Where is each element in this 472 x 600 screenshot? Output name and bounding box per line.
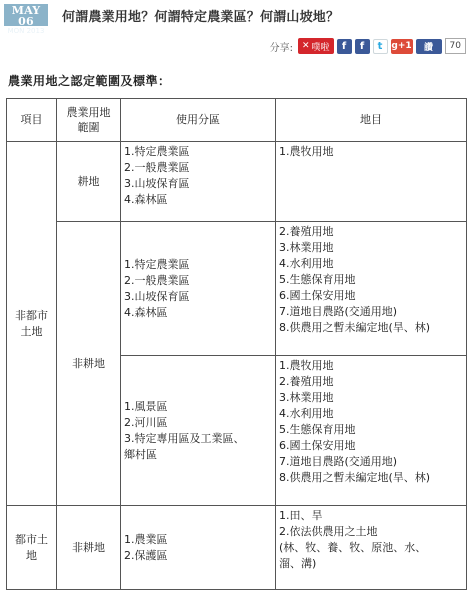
facebook-like-button[interactable] bbox=[416, 39, 442, 54]
header-land bbox=[276, 99, 467, 142]
list-item: 4.森林區 bbox=[124, 305, 168, 319]
list-item: 2.保護區 bbox=[124, 548, 168, 562]
land-cell bbox=[276, 356, 467, 506]
date-month-year: MON 2013 bbox=[7, 27, 45, 35]
criteria-table bbox=[6, 98, 467, 590]
list-item: 5.生態保育用地 bbox=[279, 273, 356, 286]
header-range-line-2: 範圍 bbox=[77, 121, 100, 134]
share-label: 分享: bbox=[269, 42, 293, 54]
list-item: (林、牧、養、牧、原池、水、 bbox=[279, 541, 427, 554]
list-item: 1.田、旱 bbox=[279, 509, 323, 522]
share-bar bbox=[270, 37, 466, 55]
list-item: 1.農牧用地 bbox=[279, 359, 334, 372]
table-row bbox=[7, 222, 467, 356]
date-badge bbox=[4, 4, 48, 35]
list-item: 3.林業用地 bbox=[279, 391, 334, 404]
list-item: 4.森林區 bbox=[124, 193, 168, 206]
table-row bbox=[7, 506, 467, 590]
group-non-urban-line-2: 土地 bbox=[20, 324, 43, 338]
list-item: 2.一般農業區 bbox=[124, 161, 190, 174]
header-range-line-1: 農業用地 bbox=[66, 106, 111, 119]
list-item: 1.農業區 bbox=[124, 532, 168, 546]
zones-cell bbox=[121, 142, 276, 222]
list-item: 2.河川區 bbox=[124, 415, 168, 429]
list-item: 2.養殖用地 bbox=[279, 225, 334, 238]
zones-cell bbox=[121, 222, 276, 356]
zones-cell bbox=[121, 506, 276, 590]
group-urban bbox=[7, 506, 57, 590]
list-item: 2.依法供農用之土地 bbox=[279, 525, 378, 538]
list-item: 3.山坡保育區 bbox=[124, 289, 190, 303]
list-item: 1.特定農業區 bbox=[124, 257, 190, 271]
range-cell: 非耕地 bbox=[57, 506, 121, 590]
header-zone bbox=[121, 99, 276, 142]
list-item: 3.特定專用區及工業區、 bbox=[124, 431, 245, 445]
header-range bbox=[57, 99, 121, 142]
group-urban-line-1: 都市土 bbox=[15, 532, 48, 546]
list-item: 5.生態保育用地 bbox=[279, 423, 356, 436]
like-label: 讚 bbox=[424, 42, 434, 53]
list-item: 溜、溝) bbox=[279, 557, 317, 570]
range-cell: 非耕地 bbox=[57, 222, 121, 506]
facebook-share-icon[interactable]: f bbox=[337, 39, 352, 54]
list-item: 7.道地目農路(交通用地) bbox=[279, 455, 398, 468]
list-item: 2.一般農業區 bbox=[124, 273, 190, 287]
table-header-row bbox=[7, 99, 467, 142]
list-item: 3.林業用地 bbox=[279, 241, 334, 254]
list-item: 3.山坡保育區 bbox=[124, 177, 190, 190]
list-item: 6.國土保安用地 bbox=[279, 439, 356, 452]
list-item: 6.國土保安用地 bbox=[279, 289, 356, 302]
post-title[interactable]: 何謂農業用地？何謂特定農業區？何謂山坡地？ bbox=[62, 10, 340, 25]
group-urban-line-2: 地 bbox=[26, 548, 37, 562]
google-plus-icon[interactable]: g+1 bbox=[391, 39, 413, 54]
section-heading: 農業用地之認定範圍及標準： bbox=[8, 74, 171, 88]
list-item: 1.特定農業區 bbox=[124, 145, 190, 158]
date-month-day: MAY 06 bbox=[11, 4, 41, 28]
land-cell bbox=[276, 142, 467, 222]
land-cell bbox=[276, 506, 467, 590]
list-item: 1.風景區 bbox=[124, 399, 168, 413]
zones-cell bbox=[121, 356, 276, 506]
list-item: 7.道地目農路(交通用地) bbox=[279, 305, 398, 318]
facebook-share-icon-2[interactable]: f bbox=[355, 39, 370, 54]
plurk-label: 噗啦 bbox=[311, 42, 330, 53]
range-cell: 耕地 bbox=[57, 142, 121, 222]
list-item: 鄉村區 bbox=[124, 447, 157, 461]
like-count: 70 bbox=[445, 38, 466, 54]
list-item: 1.農牧用地 bbox=[279, 145, 334, 158]
plurk-share-button[interactable] bbox=[298, 38, 334, 54]
list-item: 4.水利用地 bbox=[279, 407, 334, 420]
plurk-icon: ✕ bbox=[301, 41, 310, 51]
list-item: 4.水利用地 bbox=[279, 257, 334, 270]
list-item: 8.供農用之暫未編定地(旱、林) bbox=[279, 471, 431, 484]
header-item bbox=[7, 99, 57, 142]
header-item-text: 項目 bbox=[20, 113, 43, 126]
group-non-urban bbox=[7, 142, 57, 506]
list-item: 2.養殖用地 bbox=[279, 375, 334, 388]
land-cell bbox=[276, 222, 467, 356]
header-land-text: 地目 bbox=[360, 113, 382, 126]
list-item: 8.供農用之暫未編定地(旱、林) bbox=[279, 321, 431, 334]
table-row bbox=[7, 142, 467, 222]
group-non-urban-line-1: 非都市 bbox=[15, 308, 48, 322]
twitter-share-icon[interactable]: t bbox=[373, 39, 388, 54]
header-zone-text: 使用分區 bbox=[176, 113, 220, 126]
